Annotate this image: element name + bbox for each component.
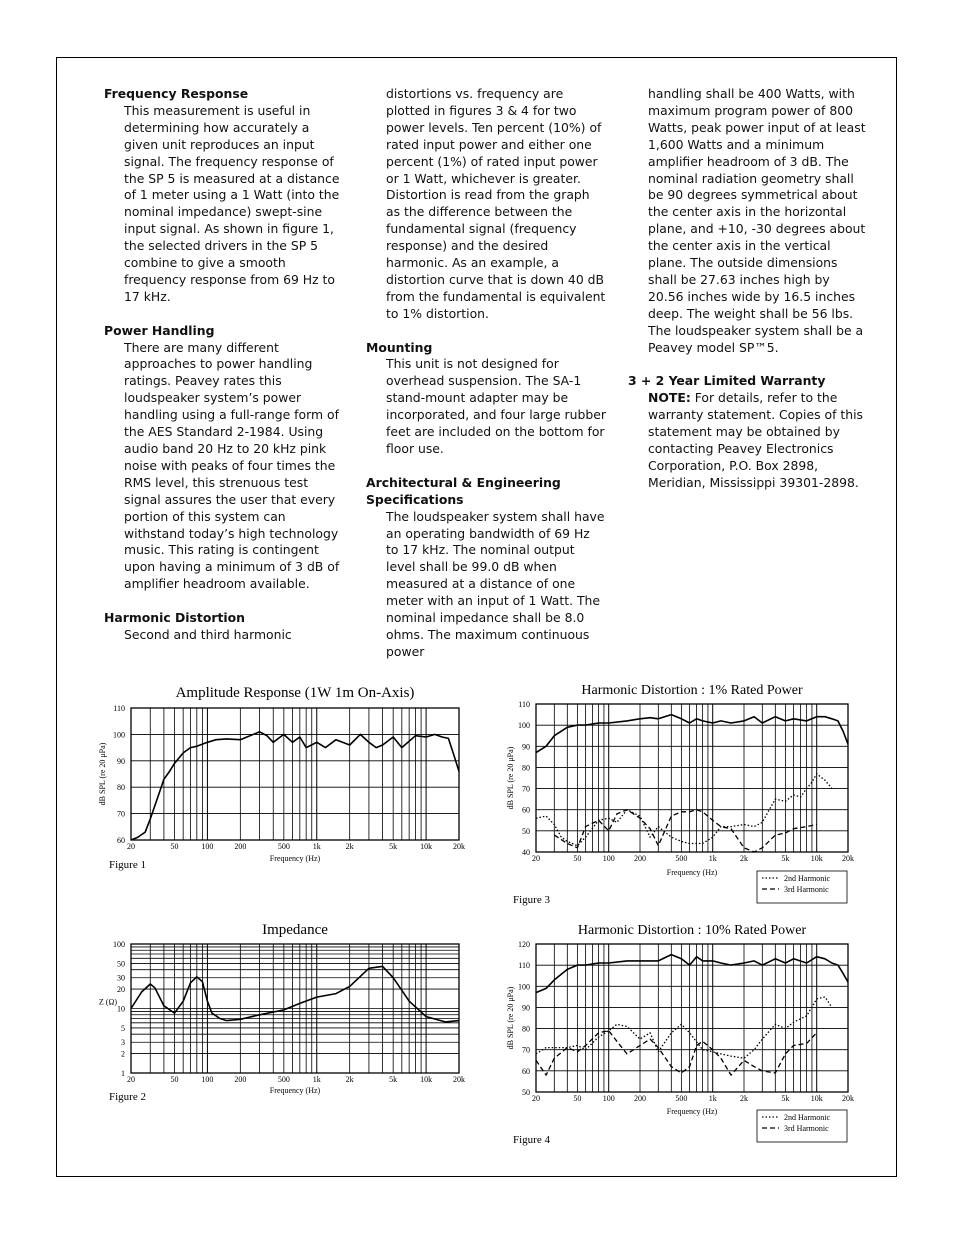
section-body: There are many different approaches to power handling ratings. Peavey rates this loudspeaker system’s power handling using a full-range form of the AES Standard 2-1984. Using audio band 20 Hz to 20 kHz pink noise with peaks of four times the RMS level, this strenuous test signal assures the user that every portion of this system can withstand today’s high technology music. This rating is contingent upon having a minimum of 3 dB of amplifier headroom available. [124, 339, 340, 592]
plot-frame [131, 708, 459, 840]
section-warranty [628, 373, 868, 491]
y-tick-label: 90 [522, 742, 530, 752]
y-tick-label: 3 [121, 1038, 125, 1048]
x-tick-label: 500 [277, 842, 290, 851]
x-tick-label: 20k [453, 842, 465, 851]
y-axis-label: dB SPL (re 20 μPa) [506, 986, 515, 1050]
x-tick-label: 20 [127, 842, 135, 851]
section-body-continued: distortions vs. frequency are plotted in figures 3 & 4 for two power levels. Ten percent (10%) of rated input power and either one percent (1%) of rated input power or 1 Watt, whichever is greater. Distortion is read from the graph as the difference between the fundamental signal (frequency response) and the desired harmonic. As an example, a distortion curve that is down 40 dB from the fundamental is equivalent to 1% distortion. [386, 86, 606, 321]
note-label: NOTE: [648, 390, 691, 406]
figure-4-harmonic-distortion-10pct [495, 914, 865, 1150]
y-tick-label: 110 [113, 704, 125, 713]
x-tick-label: 500 [277, 1075, 290, 1084]
x-tick-label: 1k [312, 1075, 321, 1084]
section-frequency-response [104, 86, 344, 306]
legend-label: 3rd Harmonic [784, 1124, 829, 1133]
section-body: The loudspeaker system shall have an operating bandwidth of 69 Hz to 17 kHz. The nominal output level shall be 99.0 dB when measured at a distance of one meter with an input of 1 Watt. The nominal impedance shall be 8.0 ohms. The maximum continuous power [386, 508, 605, 659]
x-tick-label: 20k [842, 854, 854, 863]
x-tick-label: 200 [634, 1094, 646, 1103]
x-tick-label: 500 [675, 854, 688, 863]
y-tick-label: 90 [522, 1003, 530, 1013]
y-tick-label: 2 [121, 1049, 125, 1059]
series-line-response [536, 715, 848, 753]
y-tick-label: 70 [522, 784, 530, 794]
section-heading: Mounting [366, 339, 433, 355]
section-heading: Power Handling [104, 322, 215, 338]
x-tick-label: 20k [842, 1094, 854, 1103]
x-tick-label: 20 [127, 1075, 135, 1084]
legend-label: 3rd Harmonic [784, 885, 829, 894]
text-column-2 [366, 86, 606, 678]
x-axis-label: Frequency (Hz) [269, 1086, 321, 1095]
figure-caption: Figure 1 [109, 859, 146, 871]
x-tick-label: 20k [453, 1075, 465, 1084]
x-tick-label: 200 [234, 842, 247, 851]
figure-2-impedance [90, 914, 480, 1110]
section-heading: Architectural & Engineering Specifications [366, 474, 561, 507]
section-mounting [366, 340, 606, 458]
y-tick-label: 40 [522, 848, 530, 857]
section-body: This unit is not designed for overhead suspension. The SA-1 stand-mount adapter may be incorporated, and four large rubber feet are included on the bottom for floor use. [386, 356, 606, 457]
x-tick-label: 50 [170, 842, 179, 851]
x-tick-label: 50 [573, 1094, 582, 1103]
x-tick-label: 200 [634, 854, 646, 863]
x-tick-label: 1k [312, 842, 321, 851]
x-tick-label: 100 [602, 854, 615, 863]
section-body-continued: handling shall be 400 Watts, with maximum program power of 800 Watts, peak power input of at least 1,600 Watts and a minimum amplifier headroom of 3 dB. The nominal radiation geometry shall be 90 degrees symmetrical about the center axis in the horizontal plane, and +10, -30 degrees about the center axis in the vertical plane. The outside dimensions shall be 27.63 inches high by 20.56 inches wide by 16.5 inches deep. The weight shall be 56 lbs. The loudspeaker system shall be a Peavey model SP™5. [648, 86, 866, 355]
y-tick-label: 70 [522, 1045, 530, 1055]
x-tick-label: 5k [781, 1094, 790, 1103]
x-tick-label: 10k [810, 1094, 823, 1103]
y-tick-label: 80 [117, 783, 125, 793]
y-tick-label: 70 [117, 809, 125, 819]
figure-caption: Figure 3 [513, 894, 550, 906]
x-tick-label: 50 [170, 1075, 179, 1084]
y-tick-label: 20 [117, 985, 125, 995]
y-tick-label: 50 [522, 826, 530, 836]
x-tick-label: 100 [602, 1094, 615, 1103]
y-tick-label: 60 [117, 836, 125, 845]
x-tick-label: 100 [201, 1075, 214, 1084]
x-tick-label: 1k [708, 1094, 717, 1103]
figure-caption: Figure 2 [109, 1091, 146, 1103]
y-axis-label: dB SPL (re 20 μPa) [98, 742, 107, 806]
section-power-handling [104, 323, 344, 594]
x-axis-label: Frequency (Hz) [269, 854, 321, 863]
y-tick-label: 110 [518, 961, 530, 971]
x-tick-label: 5k [781, 854, 790, 863]
figure-3-harmonic-distortion-1pct [495, 676, 865, 910]
chart-title: Amplitude Response (1W 1m On-Axis) [175, 685, 415, 701]
y-tick-label: 5 [121, 1023, 125, 1033]
x-tick-label: 20 [532, 1094, 540, 1103]
y-tick-label: 100 [518, 721, 530, 731]
x-tick-label: 10k [420, 842, 433, 851]
y-tick-label: 60 [522, 805, 530, 815]
x-tick-label: 2k [740, 854, 748, 863]
x-tick-label: 1k [708, 854, 717, 863]
x-tick-label: 500 [675, 1094, 688, 1103]
y-tick-label: 80 [522, 1024, 530, 1034]
plot-frame [536, 704, 848, 852]
plot-frame [536, 944, 848, 1092]
chart-title: Harmonic Distortion : 1% Rated Power [581, 683, 803, 698]
series-line-response [131, 732, 459, 840]
section-heading: 3 + 2 Year Limited Warranty [628, 373, 826, 389]
x-tick-label: 10k [810, 854, 823, 863]
section-heading: Frequency Response [104, 86, 249, 101]
y-tick-label: 10 [117, 1004, 125, 1014]
x-tick-label: 5k [389, 842, 398, 851]
x-tick-label: 200 [234, 1075, 247, 1084]
y-axis-label: Z (Ω) [98, 997, 118, 1007]
y-tick-label: 100 [113, 940, 125, 949]
y-tick-label: 100 [518, 982, 530, 992]
x-tick-label: 2k [740, 1094, 748, 1103]
x-tick-label: 10k [420, 1075, 433, 1084]
x-tick-label: 50 [573, 854, 582, 863]
x-tick-label: 100 [201, 842, 214, 851]
section-body [628, 390, 868, 491]
y-tick-label: 30 [117, 973, 125, 983]
x-axis-label: Frequency (Hz) [666, 868, 718, 877]
x-tick-label: 20 [532, 854, 540, 863]
series-line-response [131, 966, 459, 1022]
section-body: This measurement is useful in determining how accurately a given unit reproduces an input signal. The frequency response of the SP 5 is measured at a distance of 1 meter using a 1 Watt (into the nominal impedance) swept-sine input signal. As shown in figure 1, the selected drivers in the SP 5 combine to give a smooth frequency response from 69 Hz to 17 kHz. [124, 102, 340, 304]
x-tick-label: 2k [345, 1075, 354, 1084]
y-tick-label: 120 [518, 940, 530, 949]
text-column-1 [104, 86, 344, 661]
y-tick-label: 110 [518, 700, 530, 709]
chart-title: Impedance [262, 922, 328, 938]
chart-title: Harmonic Distortion : 10% Rated Power [577, 923, 807, 938]
warranty-text: For details, refer to the warranty statement. Copies of this statement may be obtained by contacting Peavey Electronics Corporation, P.O. Box 2898, Meridian, Mississippi 39301-2898. [648, 390, 863, 490]
y-tick-label: 50 [117, 959, 125, 969]
x-tick-label: 2k [345, 842, 354, 851]
series-line-3rd-harmonic [536, 1031, 817, 1075]
y-tick-label: 100 [113, 730, 125, 740]
section-body: Second and third harmonic [124, 626, 292, 642]
legend-label: 2nd Harmonic [784, 1113, 830, 1122]
section-heading: Harmonic Distortion [104, 610, 245, 626]
y-tick-label: 60 [522, 1066, 530, 1076]
y-axis-label: dB SPL (re 20 μPa) [506, 746, 515, 810]
legend-label: 2nd Harmonic [784, 874, 830, 883]
section-harmonic-distortion [104, 610, 344, 644]
x-tick-label: 5k [389, 1075, 398, 1084]
figure-caption: Figure 4 [513, 1134, 550, 1146]
section-specifications [366, 475, 606, 661]
figure-1-amplitude-response [90, 676, 480, 876]
y-tick-label: 50 [522, 1088, 530, 1097]
y-tick-label: 90 [117, 756, 125, 766]
y-tick-label: 1 [121, 1069, 125, 1078]
series-line-response [536, 955, 848, 993]
y-tick-label: 80 [522, 763, 530, 773]
text-column-3 [628, 86, 868, 509]
x-axis-label: Frequency (Hz) [666, 1107, 718, 1116]
